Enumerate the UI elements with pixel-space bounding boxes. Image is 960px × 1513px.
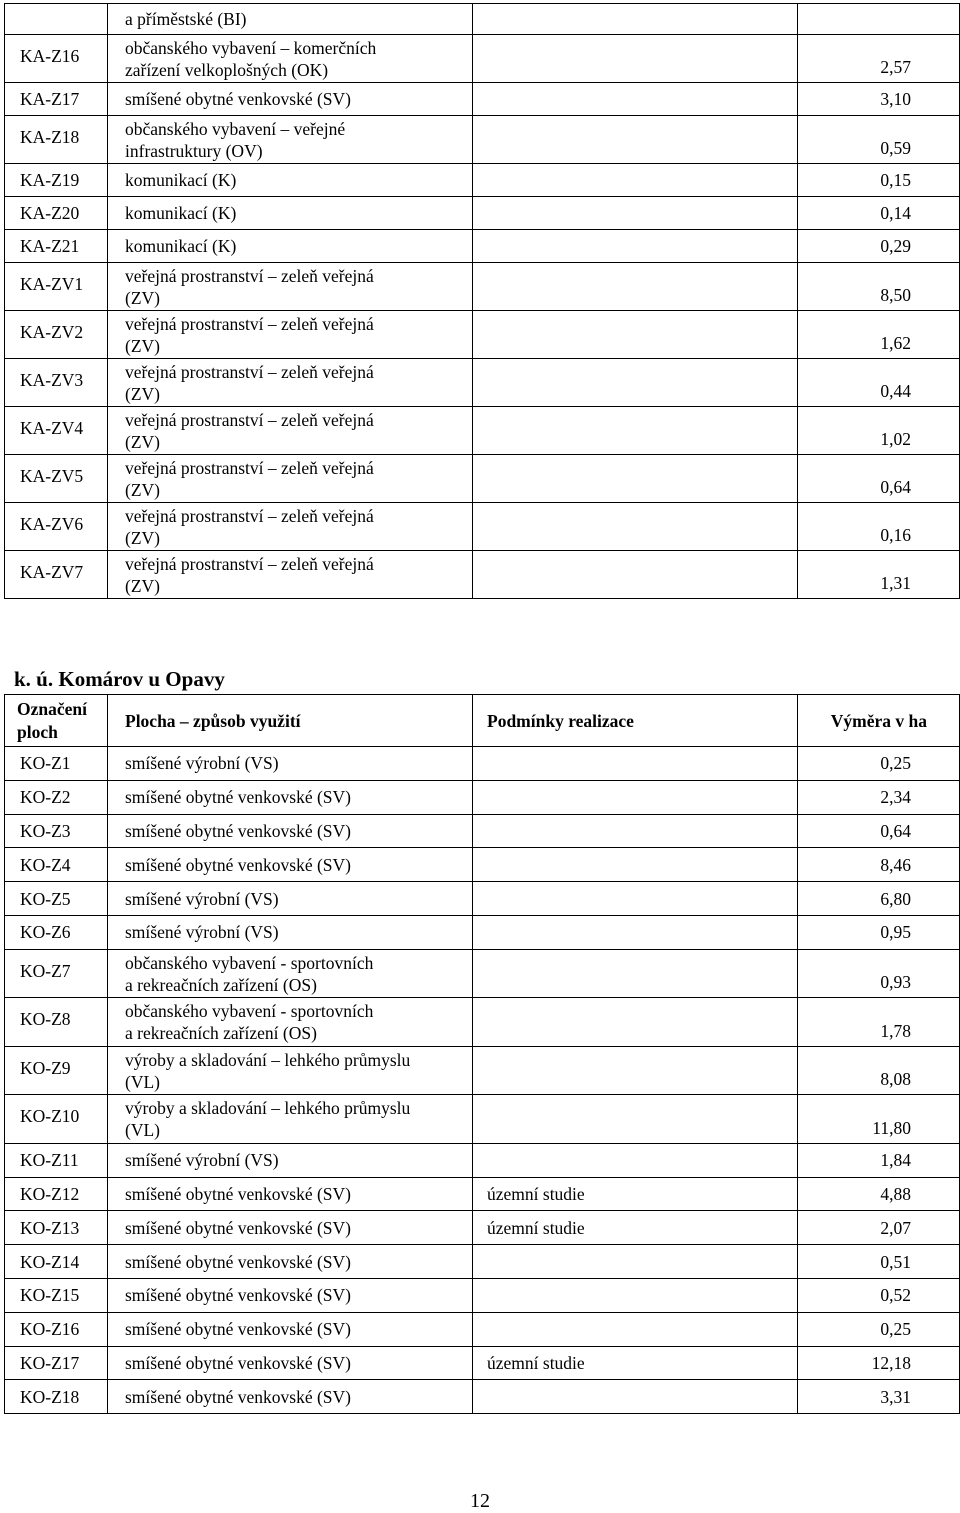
header-conditions: Podmínky realizace bbox=[473, 695, 798, 747]
conditions-cell bbox=[473, 949, 798, 998]
land-use-cell bbox=[108, 230, 473, 263]
land-use-cell bbox=[108, 359, 473, 407]
land-use-line: (VL) bbox=[125, 1120, 160, 1141]
land-use-line: smíšené výrobní (VS) bbox=[125, 888, 279, 909]
plot-code-cell: KO-Z11 bbox=[5, 1143, 108, 1177]
section-title: k. ú. Komárov u Opavy bbox=[14, 667, 225, 691]
table-row bbox=[5, 915, 960, 949]
area-cell: 0,29 bbox=[798, 230, 960, 263]
land-use-cell bbox=[108, 915, 473, 949]
land-use-cell bbox=[108, 1211, 473, 1245]
land-use-line: komunikací (K) bbox=[125, 203, 237, 223]
area-cell: 3,31 bbox=[798, 1380, 960, 1414]
area-cell: 0,95 bbox=[798, 915, 960, 949]
table-row bbox=[5, 1177, 960, 1211]
land-use-line: (ZV) bbox=[125, 383, 160, 404]
land-use-line: smíšené obytné venkovské (SV) bbox=[125, 89, 352, 109]
land-use-cell bbox=[108, 551, 473, 599]
table-row bbox=[5, 407, 960, 455]
table-row bbox=[5, 1245, 960, 1279]
table-header-row bbox=[5, 695, 960, 747]
land-use-line: smíšené obytné venkovské (SV) bbox=[125, 820, 352, 841]
land-use-line: smíšené obytné venkovské (SV) bbox=[125, 854, 352, 875]
plot-code-cell: KO-Z1 bbox=[5, 747, 108, 781]
land-use-cell bbox=[108, 455, 473, 503]
area-cell: 6,80 bbox=[798, 882, 960, 916]
page-number: 12 bbox=[470, 1490, 490, 1512]
land-use-cell bbox=[108, 1143, 473, 1177]
land-use-line: komunikací (K) bbox=[125, 170, 237, 190]
area-cell: 8,46 bbox=[798, 848, 960, 882]
table-row bbox=[5, 4, 960, 35]
plot-code-cell: KA-ZV7 bbox=[5, 551, 108, 599]
area-cell: 0,52 bbox=[798, 1278, 960, 1312]
land-use-line: (ZV) bbox=[125, 431, 160, 452]
land-use-cell bbox=[108, 164, 473, 197]
table-row bbox=[5, 1278, 960, 1312]
area-cell: 1,78 bbox=[798, 998, 960, 1047]
plot-code-cell: KO-Z10 bbox=[5, 1095, 108, 1144]
conditions-cell bbox=[473, 1245, 798, 1279]
plot-code-cell: KO-Z7 bbox=[5, 949, 108, 998]
area-cell: 0,25 bbox=[798, 1312, 960, 1346]
land-use-line: veřejná prostranství – zeleň veřejná bbox=[125, 553, 374, 574]
area-cell: 0,64 bbox=[798, 814, 960, 848]
land-use-line: smíšené obytné venkovské (SV) bbox=[125, 1251, 352, 1272]
land-use-line: (ZV) bbox=[125, 479, 160, 500]
conditions-cell bbox=[473, 164, 798, 197]
land-use-cell bbox=[108, 407, 473, 455]
table-row bbox=[5, 780, 960, 814]
table-row bbox=[5, 814, 960, 848]
plot-code-cell: KA-ZV3 bbox=[5, 359, 108, 407]
header-area-ha: Výměra v ha bbox=[798, 695, 960, 747]
table-row bbox=[5, 197, 960, 230]
plot-code-cell: KO-Z2 bbox=[5, 780, 108, 814]
table-row bbox=[5, 1380, 960, 1414]
land-use-cell bbox=[108, 35, 473, 83]
plot-code-cell: KO-Z8 bbox=[5, 998, 108, 1047]
land-use-cell bbox=[108, 1046, 473, 1095]
conditions-cell bbox=[473, 1380, 798, 1414]
area-cell: 8,08 bbox=[798, 1046, 960, 1095]
conditions-cell bbox=[473, 263, 798, 311]
conditions-cell bbox=[473, 747, 798, 781]
land-use-cell bbox=[108, 4, 473, 35]
table-row bbox=[5, 455, 960, 503]
plot-code-cell: KA-ZV5 bbox=[5, 455, 108, 503]
plots-table-komarov bbox=[4, 694, 960, 1414]
plot-code-cell: KO-Z18 bbox=[5, 1380, 108, 1414]
land-use-line: veřejná prostranství – zeleň veřejná bbox=[125, 409, 374, 430]
area-cell: 12,18 bbox=[798, 1346, 960, 1380]
conditions-cell bbox=[473, 780, 798, 814]
conditions-cell bbox=[473, 1312, 798, 1346]
land-use-line: veřejná prostranství – zeleň veřejná bbox=[125, 361, 374, 382]
land-use-line: smíšené výrobní (VS) bbox=[125, 922, 279, 943]
conditions-cell bbox=[473, 35, 798, 83]
plot-code-cell: KO-Z12 bbox=[5, 1177, 108, 1211]
conditions-cell bbox=[473, 455, 798, 503]
area-cell: 1,31 bbox=[798, 551, 960, 599]
area-cell: 0,59 bbox=[798, 116, 960, 164]
conditions-cell bbox=[473, 882, 798, 916]
plot-code-cell: KO-Z3 bbox=[5, 814, 108, 848]
conditions-cell bbox=[473, 359, 798, 407]
land-use-line: a příměstské (BI) bbox=[125, 9, 247, 29]
plot-code-cell: KA-ZV2 bbox=[5, 311, 108, 359]
table-row bbox=[5, 263, 960, 311]
land-use-cell bbox=[108, 1278, 473, 1312]
land-use-cell bbox=[108, 882, 473, 916]
land-use-line: výroby a skladování – lehkého průmyslu bbox=[125, 1049, 411, 1070]
area-cell: 4,88 bbox=[798, 1177, 960, 1211]
area-cell: 0,15 bbox=[798, 164, 960, 197]
table-row bbox=[5, 1211, 960, 1245]
table-row bbox=[5, 359, 960, 407]
conditions-cell bbox=[473, 1143, 798, 1177]
plot-code-cell: KO-Z15 bbox=[5, 1278, 108, 1312]
conditions-cell bbox=[473, 998, 798, 1047]
table-row bbox=[5, 35, 960, 83]
land-use-line: smíšené výrobní (VS) bbox=[125, 753, 279, 774]
plot-code-cell: KA-ZV4 bbox=[5, 407, 108, 455]
table-row bbox=[5, 503, 960, 551]
table-row bbox=[5, 949, 960, 998]
land-use-cell bbox=[108, 814, 473, 848]
land-use-line: veřejná prostranství – zeleň veřejná bbox=[125, 313, 374, 334]
area-cell: 1,84 bbox=[798, 1143, 960, 1177]
land-use-cell bbox=[108, 83, 473, 116]
land-use-cell bbox=[108, 1245, 473, 1279]
conditions-cell: územní studie bbox=[473, 1177, 798, 1211]
area-cell: 11,80 bbox=[798, 1095, 960, 1144]
land-use-cell bbox=[108, 503, 473, 551]
plot-code-cell bbox=[5, 4, 108, 35]
conditions-cell bbox=[473, 4, 798, 35]
conditions-cell bbox=[473, 1278, 798, 1312]
land-use-cell bbox=[108, 1346, 473, 1380]
plot-code-cell: KA-Z21 bbox=[5, 230, 108, 263]
land-use-line: komunikací (K) bbox=[125, 236, 237, 256]
land-use-cell bbox=[108, 1177, 473, 1211]
conditions-cell bbox=[473, 551, 798, 599]
area-cell: 2,34 bbox=[798, 780, 960, 814]
table-row bbox=[5, 230, 960, 263]
land-use-cell bbox=[108, 197, 473, 230]
land-use-line: smíšené obytné venkovské (SV) bbox=[125, 1352, 352, 1373]
conditions-cell bbox=[473, 1095, 798, 1144]
land-use-line: veřejná prostranství – zeleň veřejná bbox=[125, 265, 374, 286]
land-use-line: a rekreačních zařízení (OS) bbox=[125, 974, 317, 995]
table-row bbox=[5, 116, 960, 164]
area-cell: 2,07 bbox=[798, 1211, 960, 1245]
land-use-line: občanského vybavení – komerčních bbox=[125, 37, 377, 58]
conditions-cell bbox=[473, 116, 798, 164]
area-cell: 0,16 bbox=[798, 503, 960, 551]
table-row bbox=[5, 551, 960, 599]
table-row bbox=[5, 882, 960, 916]
land-use-line: smíšené obytné venkovské (SV) bbox=[125, 1386, 352, 1407]
plot-code-cell: KA-Z17 bbox=[5, 83, 108, 116]
area-cell: 0,51 bbox=[798, 1245, 960, 1279]
plot-code-cell: KO-Z17 bbox=[5, 1346, 108, 1380]
land-use-cell bbox=[108, 116, 473, 164]
conditions-cell bbox=[473, 197, 798, 230]
plot-code-cell: KA-ZV6 bbox=[5, 503, 108, 551]
plot-code-cell: KA-Z18 bbox=[5, 116, 108, 164]
conditions-cell: územní studie bbox=[473, 1346, 798, 1380]
header-plot-code: Označení ploch bbox=[5, 695, 108, 747]
plot-code-cell: KO-Z6 bbox=[5, 915, 108, 949]
land-use-line: smíšené obytné venkovské (SV) bbox=[125, 1217, 352, 1238]
land-use-line: veřejná prostranství – zeleň veřejná bbox=[125, 457, 374, 478]
land-use-line: (ZV) bbox=[125, 575, 160, 596]
area-cell: 3,10 bbox=[798, 83, 960, 116]
land-use-line: smíšené obytné venkovské (SV) bbox=[125, 1183, 352, 1204]
land-use-line: smíšené obytné venkovské (SV) bbox=[125, 1285, 352, 1306]
table-row bbox=[5, 311, 960, 359]
land-use-cell bbox=[108, 1380, 473, 1414]
plots-table-ko-body bbox=[5, 747, 960, 1414]
table-row bbox=[5, 998, 960, 1047]
land-use-line: smíšené obytné venkovské (SV) bbox=[125, 787, 352, 808]
table-row bbox=[5, 747, 960, 781]
conditions-cell: územní studie bbox=[473, 1211, 798, 1245]
plot-code-cell: KA-ZV1 bbox=[5, 263, 108, 311]
conditions-cell bbox=[473, 848, 798, 882]
area-cell: 0,25 bbox=[798, 747, 960, 781]
land-use-line: (ZV) bbox=[125, 287, 160, 308]
table-row bbox=[5, 83, 960, 116]
plot-code-cell: KO-Z5 bbox=[5, 882, 108, 916]
land-use-cell bbox=[108, 311, 473, 359]
land-use-line: smíšené výrobní (VS) bbox=[125, 1150, 279, 1171]
table-row bbox=[5, 1046, 960, 1095]
plot-code-cell: KO-Z13 bbox=[5, 1211, 108, 1245]
plot-code-cell: KA-Z20 bbox=[5, 197, 108, 230]
land-use-cell bbox=[108, 263, 473, 311]
table-row bbox=[5, 1095, 960, 1144]
plots-table-ka-body bbox=[5, 4, 960, 599]
land-use-line: veřejná prostranství – zeleň veřejná bbox=[125, 505, 374, 526]
land-use-cell bbox=[108, 848, 473, 882]
plots-table-katastr-ka bbox=[4, 3, 960, 599]
area-cell: 0,44 bbox=[798, 359, 960, 407]
table-row bbox=[5, 164, 960, 197]
area-cell bbox=[798, 4, 960, 35]
plot-code-cell: KO-Z4 bbox=[5, 848, 108, 882]
area-cell: 0,93 bbox=[798, 949, 960, 998]
land-use-cell bbox=[108, 747, 473, 781]
plot-code-cell: KO-Z16 bbox=[5, 1312, 108, 1346]
plot-code-cell: KO-Z9 bbox=[5, 1046, 108, 1095]
table-row bbox=[5, 1312, 960, 1346]
land-use-line: (ZV) bbox=[125, 335, 160, 356]
area-cell: 0,14 bbox=[798, 197, 960, 230]
land-use-cell bbox=[108, 1312, 473, 1346]
land-use-line: (VL) bbox=[125, 1071, 160, 1092]
area-cell: 2,57 bbox=[798, 35, 960, 83]
conditions-cell bbox=[473, 311, 798, 359]
area-cell: 1,62 bbox=[798, 311, 960, 359]
land-use-line: infrastruktury (OV) bbox=[125, 140, 263, 161]
plot-code-cell: KA-Z16 bbox=[5, 35, 108, 83]
table-row bbox=[5, 1143, 960, 1177]
conditions-cell bbox=[473, 503, 798, 551]
header-land-use: Plocha – způsob využití bbox=[108, 695, 473, 747]
land-use-cell bbox=[108, 949, 473, 998]
land-use-cell bbox=[108, 1095, 473, 1144]
plot-code-cell: KA-Z19 bbox=[5, 164, 108, 197]
conditions-cell bbox=[473, 915, 798, 949]
table-row bbox=[5, 1346, 960, 1380]
land-use-line: a rekreačních zařízení (OS) bbox=[125, 1023, 317, 1044]
plot-code-cell: KO-Z14 bbox=[5, 1245, 108, 1279]
conditions-cell bbox=[473, 814, 798, 848]
land-use-line: zařízení velkoplošných (OK) bbox=[125, 59, 329, 80]
conditions-cell bbox=[473, 407, 798, 455]
conditions-cell bbox=[473, 1046, 798, 1095]
area-cell: 8,50 bbox=[798, 263, 960, 311]
land-use-line: občanského vybavení - sportovních bbox=[125, 1001, 374, 1022]
land-use-cell bbox=[108, 998, 473, 1047]
table-row bbox=[5, 848, 960, 882]
conditions-cell bbox=[473, 230, 798, 263]
land-use-line: (ZV) bbox=[125, 527, 160, 548]
land-use-line: smíšené obytné venkovské (SV) bbox=[125, 1319, 352, 1340]
land-use-cell bbox=[108, 780, 473, 814]
area-cell: 0,64 bbox=[798, 455, 960, 503]
conditions-cell bbox=[473, 83, 798, 116]
land-use-line: výroby a skladování – lehkého průmyslu bbox=[125, 1098, 411, 1119]
area-cell: 1,02 bbox=[798, 407, 960, 455]
land-use-line: občanského vybavení - sportovních bbox=[125, 952, 374, 973]
land-use-line: občanského vybavení – veřejné bbox=[125, 118, 346, 139]
